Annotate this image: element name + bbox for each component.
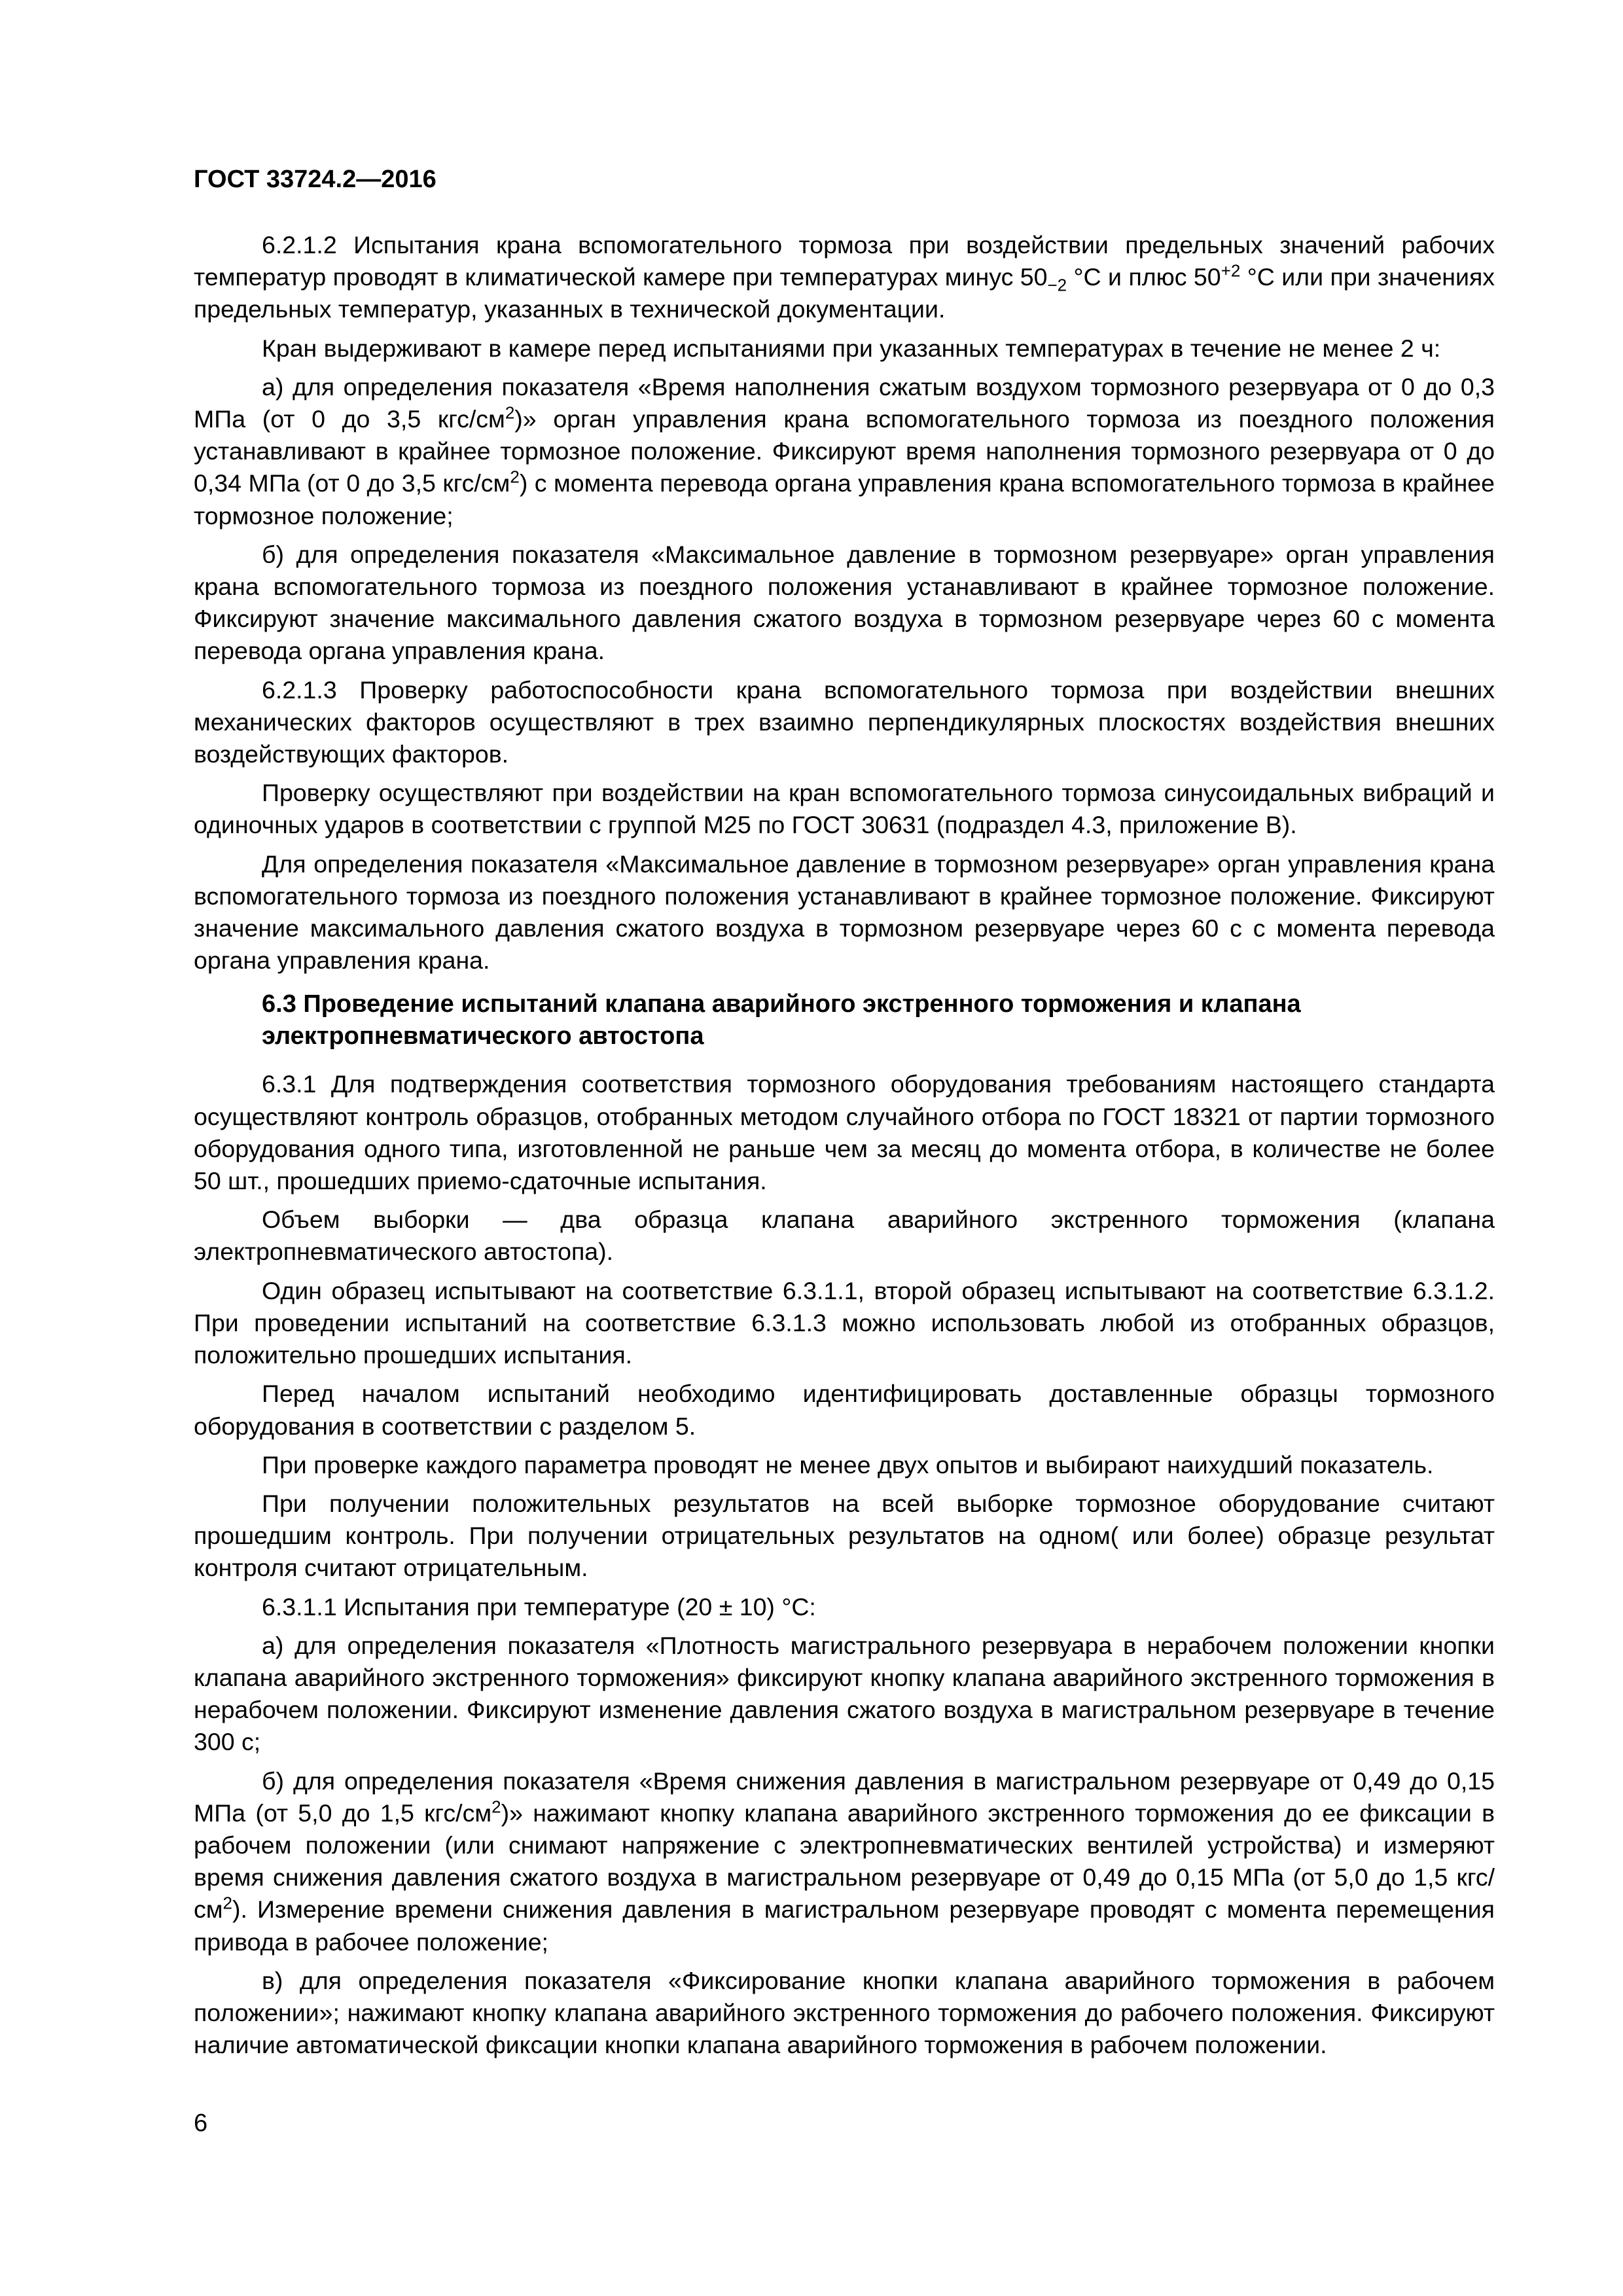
- paragraph: При получении положительных результатов на всей выборке тормозное оборудование считают прошедшим контроль. При получении отрицательных результатов на одном( или более) образце результат контроля считают отрицательным.: [194, 1489, 1495, 1582]
- list-item-a: а) для определения показателя «Время наполнения сжатым воздухом тормозного резервуара от 0 до 0,3 МПа (от 0 до 3,5 кгс/$см^2$)» орган управления крана вспомогательного тормоза из поездного положения устанавливают в крайнее тормозное положение. Фиксируют время наполнения тормозного резервуара от 0 до 0,34 МПа (от 0 до 3,5 кгс/$см^2$) с момента перевода органа управления крана вспомогательного тормоза в крайнее тормозное положение;: [194, 372, 1495, 529]
- document-header: ГОСТ 33724.2—2016: [194, 166, 437, 193]
- paragraph-6-3-1-1: 6.3.1.1 Испытания при температуре (20 ± 10) °С:: [262, 1592, 816, 1621]
- paragraph: При проверке каждого параметра проводят не менее двух опытов и выбирают наихудший показатель.: [262, 1450, 1434, 1479]
- page-number: 6: [194, 2109, 208, 2137]
- paragraph-6-2-1-2: 6.2.1.2 Испытания крана вспомогательного тормоза при воздействии предельных значений рабочих температур проводят в климатической камере при температурах минус $50_{-2}$ °С и плюс $50^{+2}$ °С или при значениях предельных температур, указанных в технической документации.: [194, 231, 1495, 323]
- paragraph: Для определения показателя «Максимальное давление в тормозном резервуаре» орган управления крана вспомогательного тормоза из поездного положения устанавливают в крайнее тормозное положение. Фиксируют значение максимального давления сжатого воздуха в тормозном резервуаре через 60 с с момента перевода органа управления крана.: [194, 850, 1495, 975]
- list-item-b: б) для определения показателя «Максимальное давление в тормозном резервуаре» орган управления крана вспомогательного тормоза из поездного положения устанавливают в крайнее тормозное положение. Фиксируют значение максимального давления сжатого воздуха в тормозном резервуаре через 60 с момента перевода органа управления крана.: [194, 540, 1495, 665]
- paragraph: Объем выборки — два образца клапана аварийного экстренного торможения (клапана электропневматического автостопа).: [194, 1206, 1495, 1266]
- section-heading-6-3: 6.3 Проведение испытаний клапана аварийного экстренного торможения и клапана электропневматического автостопа: [262, 990, 1301, 1050]
- list-item-a: а) для определения показателя «Плотность магистрального резервуара в нерабочем положении кнопки клапана аварийного экстренного торможения» фиксируют кнопку клапана аварийного экстренного торможения в нерабочем положении. Фиксируют изменение давления сжатого воздуха в магистральном резервуаре в течение 300 с;: [194, 1631, 1495, 1756]
- paragraph: Один образец испытывают на соответствие 6.3.1.1, второй образец испытывают на соответствие 6.3.1.2. При проведении испытаний на соответствие 6.3.1.3 можно использовать любой из отобранных образцов, положительно прошедших испытания.: [194, 1276, 1495, 1369]
- paragraph: Кран выдерживают в камере перед испытаниями при указанных температурах в течение не менее 2 ч:: [262, 334, 1441, 362]
- document-body: [194, 229, 1495, 2068]
- paragraph: Проверку осуществляют при воздействии на кран вспомогательного тормоза синусоидальных вибраций и одиночных ударов в соответствии с группой М25 по ГОСТ 30631 (подраздел 4.3, приложение В).: [194, 779, 1495, 839]
- list-item-b: б) для определения показателя «Время снижения давления в магистральном резервуаре от 0,49 до 0,15 МПа (от 5,0 до 1,5 кгс/$см^2$)» нажимают кнопку клапана аварийного экстренного торможения до ее фиксации в рабочем положении (или снимают напряжение с электропневматических вентилей устройства) и измеряют время снижения давления сжатого воздуха в магистральном резервуаре от 0,49 до 0,15 МПа (от 5,0 до 1,5 кгс/$см^2$). Измерение времени снижения давления в магистральном резервуаре проводят с момента перемещения привода в рабочее положение;: [194, 1767, 1495, 1956]
- paragraph-6-3-1: 6.3.1 Для подтверждения соответствия тормозного оборудования требованиям настоящего стандарта осуществляют контроль образцов, отобранных методом случайного отбора по ГОСТ 18321 от партии тормозного оборудования одного типа, изготовленной не раньше чем за месяц до момента отбора, в количестве не более 50 шт., прошедших приемо-сдаточные испытания.: [194, 1070, 1495, 1195]
- list-item-v: в) для определения показателя «Фиксирование кнопки клапана аварийного торможения в рабочем положении»; нажимают кнопку клапана аварийного экстренного торможения до рабочего положения. Фиксируют наличие автоматической фиксации кнопки клапана аварийного торможения в рабочем положении.: [194, 1966, 1495, 2059]
- paragraph-6-2-1-3: 6.2.1.3 Проверку работоспособности крана вспомогательного тормоза при воздействии внешних механических факторов осуществляют в трех взаимно перпендикулярных плоскостях воздействия внешних воздействующих факторов.: [194, 675, 1495, 768]
- paragraph: Перед началом испытаний необходимо идентифицировать доставленные образцы тормозного оборудования в соответствии с разделом 5.: [194, 1380, 1495, 1440]
